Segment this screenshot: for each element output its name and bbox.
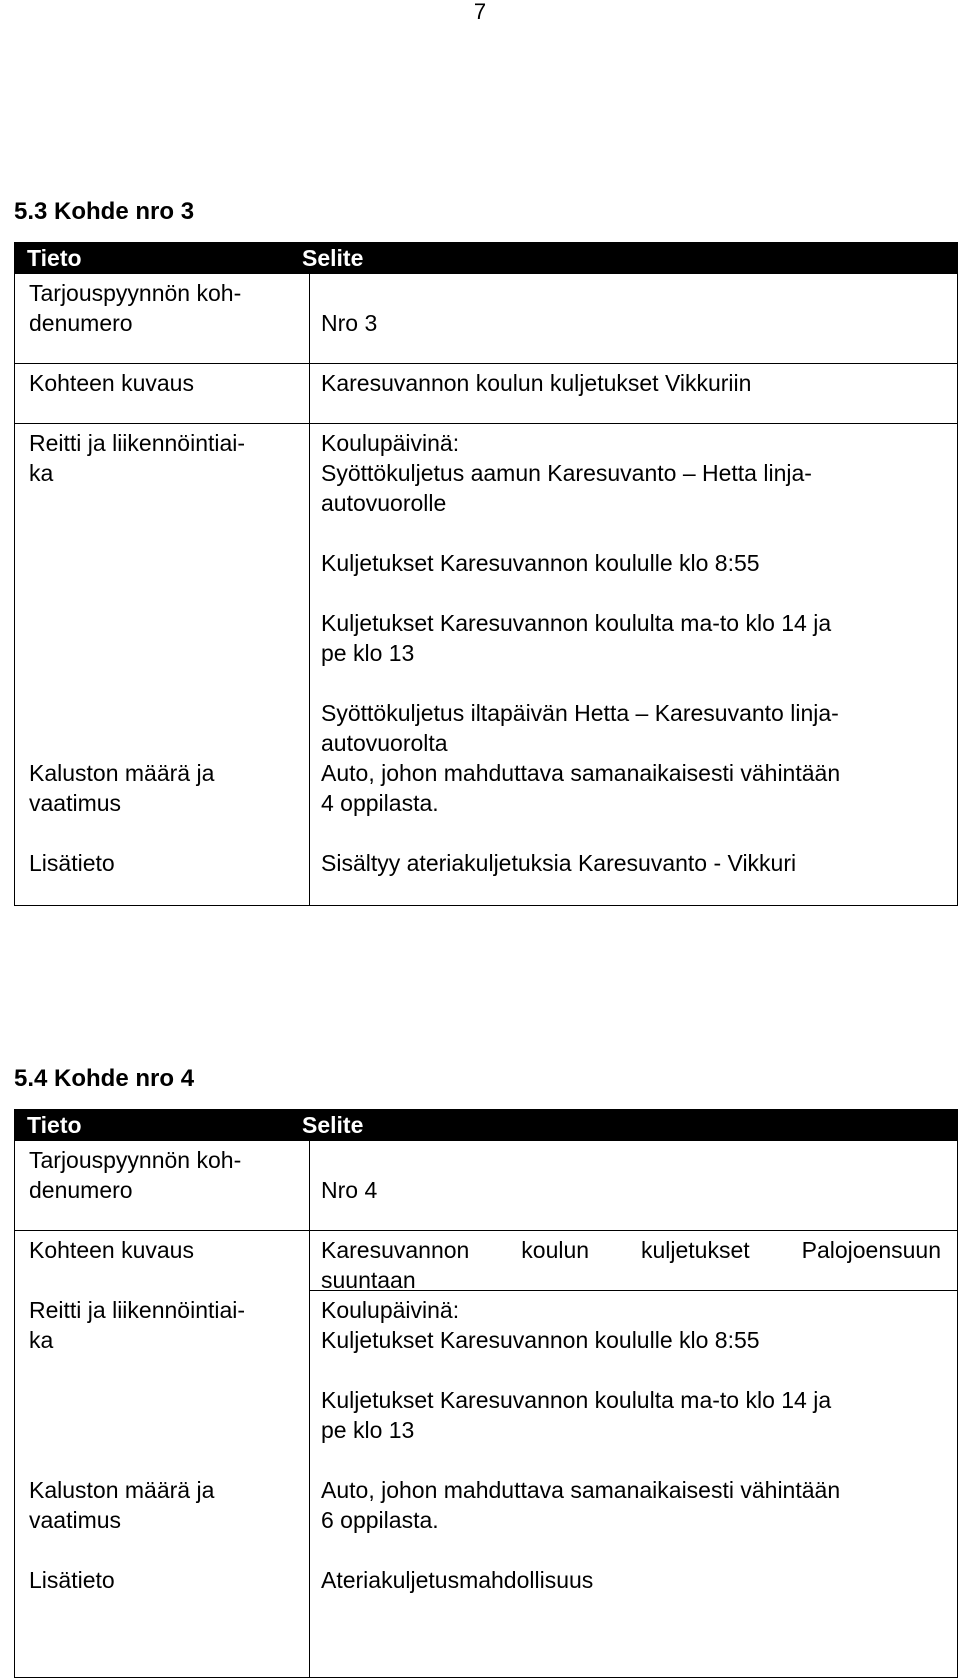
value-reitti-line2: Syöttökuljetus aamun Karesuvanto – Hetta linja- [321, 460, 812, 486]
value-kuvaus-line2: suuntaan [321, 1267, 416, 1293]
value-kalusto-line1: Auto, johon mahduttava samanaikaisesti vähintään [321, 760, 841, 786]
value-reitti-para4b: autovuorolta [321, 730, 448, 756]
label-tarjous-line2: denumero [29, 1177, 133, 1203]
label-tarjous-line1: Tarjouspyynnön koh- [29, 280, 242, 306]
value-reitti-line2: Kuljetukset Karesuvannon koululle klo 8:55 [321, 1327, 760, 1353]
section-heading-5-4: 5.4 Kohde nro 4 [14, 1065, 195, 1092]
row-divider [15, 363, 957, 364]
row-divider [15, 423, 957, 424]
value-lisatieto: Ateriakuljetusmahdollisuus [321, 1567, 594, 1593]
value-reitti-para2: Kuljetukset Karesuvannon koululle klo 8:55 [321, 550, 760, 576]
row-divider [15, 1230, 957, 1231]
value-lisatieto: Sisältyy ateriakuljetuksia Karesuvanto - Vikkuri [321, 850, 797, 876]
label-reitti-line1: Reitti ja liikennöintiai- [29, 430, 246, 456]
label-reitti-line2: ka [29, 1327, 54, 1353]
column-divider [309, 1141, 310, 1677]
label-lisatieto: Lisätieto [29, 850, 115, 876]
value-tarjous: Nro 3 [321, 310, 378, 336]
value-reitti-line1: Koulupäivinä: [321, 430, 460, 456]
value-reitti-para3b: pe klo 13 [321, 640, 415, 666]
label-reitti-line2: ka [29, 460, 54, 486]
value-reitti-line1: Koulupäivinä: [321, 1297, 460, 1323]
label-kuvaus: Kohteen kuvaus [29, 1237, 194, 1263]
value-reitti-para4a: Syöttökuljetus iltapäivän Hetta – Karesuvanto linja- [321, 700, 839, 726]
value-kuvaus: Karesuvannon koulun kuljetukset Vikkuriin [321, 370, 752, 396]
value-reitti-para2a: Kuljetukset Karesuvannon koululta ma-to klo 14 ja [321, 1387, 832, 1413]
table-kohde-4 [14, 1109, 958, 1678]
label-kalusto-line1: Kaluston määrä ja [29, 760, 215, 786]
section-heading-5-3: 5.3 Kohde nro 3 [14, 198, 195, 225]
label-tarjous-line1: Tarjouspyynnön koh- [29, 1147, 242, 1173]
value-kalusto-line2: 4 oppilasta. [321, 790, 439, 816]
value-tarjous: Nro 4 [321, 1177, 378, 1203]
value-kalusto-line1: Auto, johon mahduttava samanaikaisesti vähintään [321, 1477, 841, 1503]
column-divider [309, 274, 310, 905]
value-reitti-para2b: pe klo 13 [321, 1417, 415, 1443]
table-header [15, 243, 957, 274]
value-reitti-para3a: Kuljetukset Karesuvannon koululta ma-to klo 14 ja [321, 610, 832, 636]
header-selite: Selite [302, 1112, 364, 1138]
label-kalusto-line2: vaatimus [29, 1507, 122, 1533]
label-kalusto-line1: Kaluston määrä ja [29, 1477, 215, 1503]
header-tieto: Tieto [27, 245, 82, 271]
label-tarjous-line2: denumero [29, 310, 133, 336]
page-number: 7 [473, 0, 487, 24]
table-header [15, 1110, 957, 1141]
table-kohde-3 [14, 242, 958, 906]
header-selite: Selite [302, 245, 364, 271]
value-kalusto-line2: 6 oppilasta. [321, 1507, 439, 1533]
label-kalusto-line2: vaatimus [29, 790, 122, 816]
label-reitti-line1: Reitti ja liikennöintiai- [29, 1297, 246, 1323]
value-kuvaus-line1: Karesuvannon koulun kuljetukset Palojoensuun [321, 1237, 941, 1263]
label-lisatieto: Lisätieto [29, 1567, 115, 1593]
header-tieto: Tieto [27, 1112, 82, 1138]
value-reitti-line3: autovuorolle [321, 490, 447, 516]
label-kuvaus: Kohteen kuvaus [29, 370, 194, 396]
